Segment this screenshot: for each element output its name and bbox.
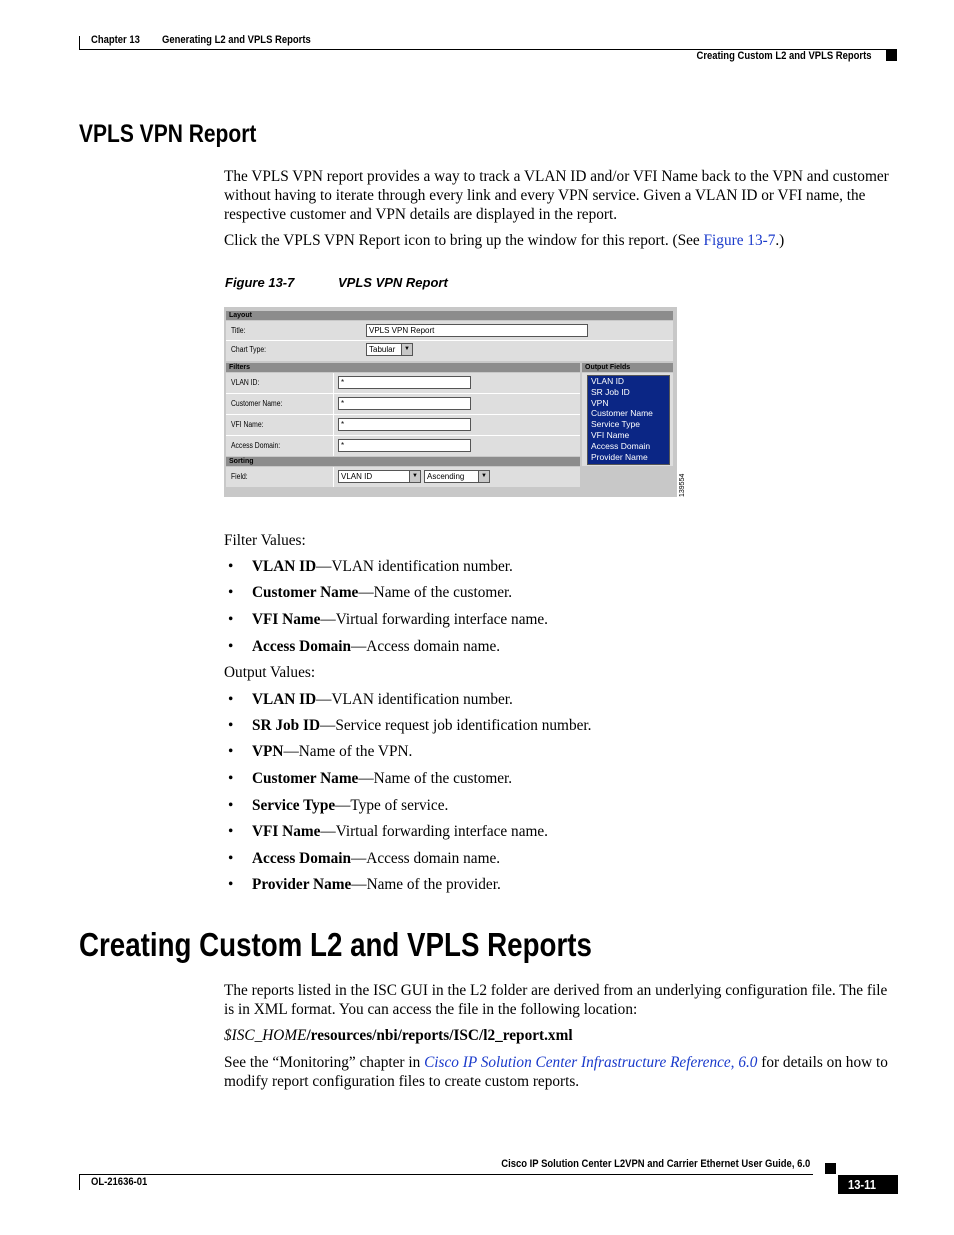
header-chapter-title: Generating L2 and VPLS Reports [162,34,311,46]
output-field-option[interactable]: Provider Name [591,451,648,462]
title-input[interactable]: VPLS VPN Report [366,324,588,337]
infrastructure-reference-link[interactable]: Cisco IP Solution Center Infrastructure Reference, 6.0 [424,1054,758,1071]
footer-marker-square [825,1163,836,1174]
footer-rule [79,1174,813,1175]
list-item-term: SR Job ID [252,717,321,734]
config-file-path [224,1026,573,1045]
list-item: • VFI Name—Virtual forwarding interface name. [228,611,548,628]
filters-row-divider [226,393,580,394]
header-section-title: Creating Custom L2 and VPLS Reports [696,50,872,62]
chart-type-select[interactable] [366,343,413,356]
reference-text-end: for details on how to modify report configuration files to create custom reports. [224,1054,888,1090]
sort-field-select[interactable] [338,470,421,483]
reference-text: See the “Monitoring” chapter in [224,1054,425,1071]
list-item: • VLAN ID—VLAN identification number. [228,691,513,708]
list-item: • Access Domain—Access domain name. [228,638,501,655]
list-item-term: Service Type [252,797,336,814]
footer-doc-number: OL-21636-01 [91,1176,148,1188]
vlan-id-filter-input[interactable]: * [338,376,471,389]
list-item: • VPN—Name of the VPN. [228,743,413,760]
figure-reference-end: .) [775,232,785,249]
output-field-option[interactable]: Service Type [591,419,640,430]
list-item: • Access Domain—Access domain name. [228,850,501,867]
list-item: • Customer Name—Name of the customer. [228,584,513,601]
list-item-desc: —Name of the VPN. [283,743,413,760]
layout-row-divider [226,340,673,341]
list-item-desc: —Name of the customer. [358,770,513,787]
list-item-desc: —Name of the customer. [358,584,513,601]
list-item-term: Provider Name [252,876,352,893]
filter-values-intro: Filter Values: [224,532,306,549]
footer-guide-title: Cisco IP Solution Center L2VPN and Carrier Ethernet User Guide, 6.0 [501,1158,810,1170]
list-item-desc: —Virtual forwarding interface name. [320,611,548,628]
reference-paragraph [224,1053,899,1091]
list-item-desc: —Access domain name. [351,638,501,655]
filters-section-header: Filters [226,363,580,372]
output-field-option[interactable]: VPN [591,397,609,408]
footer-rule-vertical [79,1174,80,1190]
figure-id: 139554 [679,473,686,497]
custom-reports-paragraph: The reports listed in the ISC GUI in the L2 folder are derived from an underlying configuration file. The file is in XML format. You can access the file in the following location: [224,982,888,1018]
list-item-term: Access Domain [252,850,351,867]
chart-type-label: Chart Type: [231,345,267,354]
list-item: • VFI Name—Virtual forwarding interface name. [228,823,548,840]
vfi-name-filter-input[interactable]: * [338,418,471,431]
chart-type-value: Tabular [369,345,396,354]
output-values-intro: Output Values: [224,664,316,681]
page-number: 13-11 [848,1177,876,1192]
list-item-term: VLAN ID [252,558,317,575]
chevron-down-icon: ▼ [478,471,489,482]
path-remainder: /resources/nbi/reports/ISC/l2_report.xml [306,1027,573,1044]
vfi-name-filter-label: VFI Name: [231,420,264,429]
figure-reference-text: Click the VPLS VPN Report icon to bring up the window for this report. (See [224,232,704,249]
output-fields-header: Output Fields [582,363,673,372]
vlan-id-filter-label: VLAN ID: [231,378,260,387]
output-field-option[interactable]: SR Job ID [591,386,630,397]
list-item-term: VFI Name [252,611,321,628]
list-item: • SR Job ID—Service request job identification number. [228,717,592,734]
sort-field-value: VLAN ID [341,472,373,481]
intro-paragraph: The VPLS VPN report provides a way to track a VLAN ID and/or VFI Name back to the VPN and customer without having to iterate through every link and every VPN service. Given a VLAN ID or VFI name, the respective customer and VPN details are displayed in the report. [224,168,889,223]
list-item-term: VFI Name [252,823,321,840]
list-item: • Provider Name—Name of the provider. [228,876,501,893]
sort-order-value: Ascending [427,472,465,481]
customer-name-filter-label: Customer Name: [231,399,283,408]
figure-13-7-link[interactable]: Figure 13-7 [703,232,776,249]
access-domain-filter-label: Access Domain: [231,441,281,450]
list-item-desc: —Virtual forwarding interface name. [320,823,548,840]
list-item-term: Customer Name [252,770,359,787]
chevron-down-icon: ▼ [409,471,420,482]
sorting-section-header: Sorting [226,457,580,466]
section-title-creating-custom-reports: Creating Custom L2 and VPLS Reports [79,926,592,963]
list-item: • VLAN ID—VLAN identification number. [228,558,513,575]
figure-caption-label: Figure 13-7 [225,275,295,290]
filters-row-divider [226,435,580,436]
filters-row-divider [226,414,580,415]
list-item-term: Access Domain [252,638,351,655]
sorting-column-divider [333,467,334,487]
output-field-option[interactable]: VFI Name [591,429,630,440]
output-fields-listbox[interactable] [587,375,670,465]
list-item-desc: —VLAN identification number. [316,691,513,708]
header-chapter: Chapter 13 [91,34,140,46]
customer-name-filter-input[interactable]: * [338,397,471,410]
access-domain-filter-input[interactable]: * [338,439,471,452]
sort-order-select[interactable] [424,470,490,483]
list-item-term: Customer Name [252,584,359,601]
title-label: Title: [231,326,246,335]
figure-reference-paragraph [224,231,899,250]
header-marker-square [886,50,897,61]
list-item-desc: —Type of service. [335,797,449,814]
list-item: • Customer Name—Name of the customer. [228,770,513,787]
output-field-option[interactable]: VLAN ID [591,376,625,386]
list-item: • Service Type—Type of service. [228,797,449,814]
figure-id-strip [677,307,689,497]
list-item-desc: —Name of the provider. [351,876,501,893]
list-item-desc: —VLAN identification number. [316,558,513,575]
list-item-term: VLAN ID [252,691,317,708]
section-title-vpls-vpn-report: VPLS VPN Report [79,120,257,148]
figure-caption-title: VPLS VPN Report [338,275,448,290]
chevron-down-icon: ▼ [401,344,412,355]
output-field-option[interactable]: Customer Name [591,408,653,419]
sort-field-label: Field: [231,472,248,481]
header-rule-vertical [79,36,80,50]
layout-section-header: Layout [226,311,673,320]
list-item-term: VPN [252,743,284,760]
list-item-desc: —Service request job identification number. [320,717,592,734]
path-variable: $ISC_HOME [224,1027,307,1044]
output-field-option[interactable]: Access Domain [591,440,651,451]
list-item-desc: —Access domain name. [351,850,501,867]
